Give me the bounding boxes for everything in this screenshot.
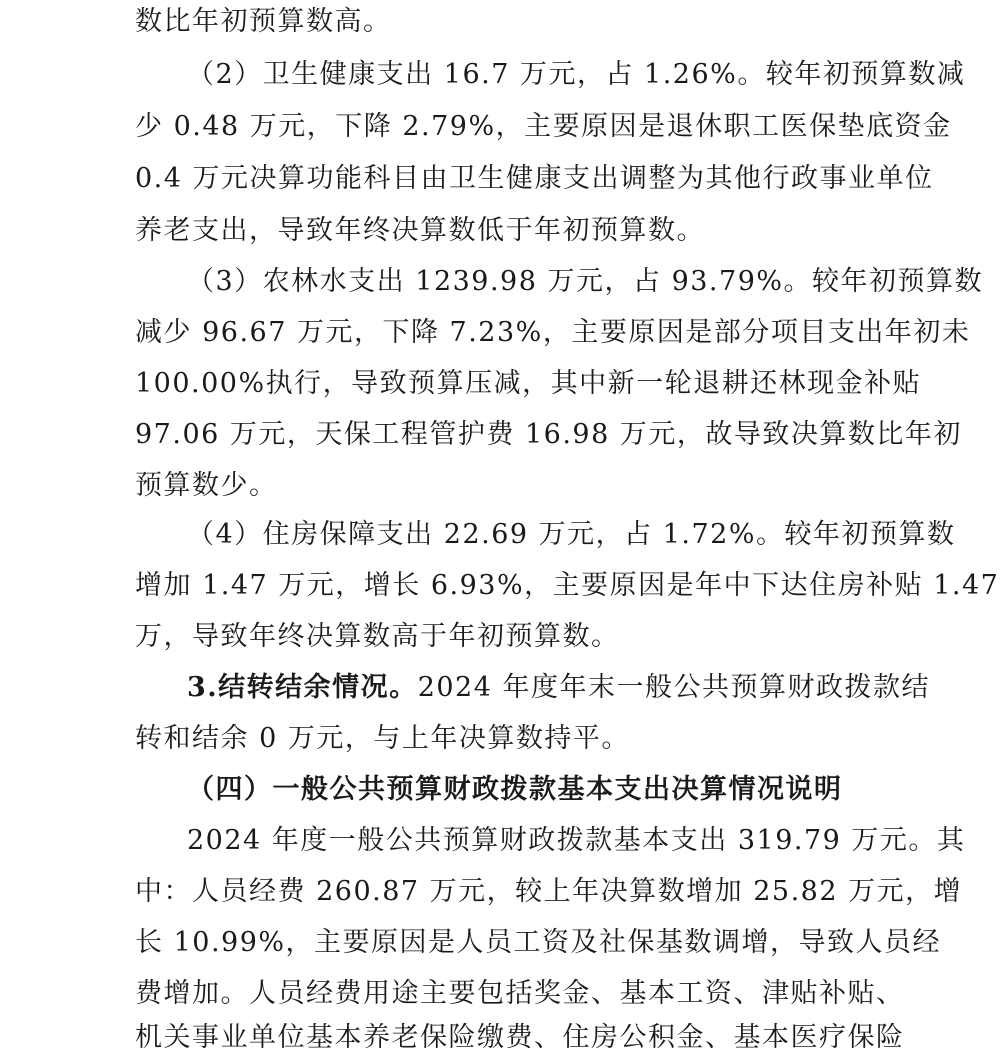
paragraph-agriculture-line-1: （3）农林水支出 1239.98 万元，占 93.79%。较年初预算数 [187, 266, 984, 297]
text-line: 97.06 万元，天保工程管护费 16.98 万元，故导致决算数比年初 [135, 419, 962, 450]
text-line: 少 0.48 万元，下降 2.79%，主要原因是退休职工医保垫底资金 [135, 111, 952, 142]
paragraph-housing-line-1: （4）住房保障支出 22.69 万元，占 1.72%。较年初预算数 [187, 519, 956, 550]
paragraph-basic-expenditure-line-1: 2024 年度一般公共预算财政拨款基本支出 319.79 万元。其 [187, 825, 966, 856]
text-line: 养老支出，导致年终决算数低于年初预算数。 [135, 215, 705, 246]
text-line: 转和结余 0 万元，与上年决算数持平。 [135, 723, 630, 754]
text-line: 数比年初预算数高。 [135, 6, 392, 37]
text-line: 长 10.99%，主要原因是人员工资及社保基数调增，导致人员经 [135, 927, 942, 958]
text-line: 机关事业单位基本养老保险缴费、住房公积金、基本医疗保险 [135, 1022, 905, 1053]
carryover-text: 2024 年度年末一般公共预算财政拨款结 [417, 672, 930, 703]
paragraph-health-line-1: （2）卫生健康支出 16.7 万元，占 1.26%。较年初预算数减 [187, 59, 966, 90]
text-line: 0.4 万元决算功能科目由卫生健康支出调整为其他行政事业单位 [135, 163, 934, 194]
section-heading-carryover: 3.结转结余情况。 [187, 672, 418, 703]
text-line: 增加 1.47 万元，增长 6.93%，主要原因是年中下达住房补贴 1.47 [135, 570, 1000, 601]
section-heading-basic-expenditure: （四）一般公共预算财政拨款基本支出决算情况说明 [187, 774, 843, 805]
text-line: 减少 96.67 万元，下降 7.23%，主要原因是部分项目支出年初未 [135, 317, 971, 348]
text-line: 预算数少。 [135, 470, 278, 501]
text-line: 中：人员经费 260.87 万元，较上年决算数增加 25.82 万元，增 [135, 876, 963, 907]
paragraph-carryover-line-1 [187, 668, 930, 708]
text-line: 费增加。人员经费用途主要包括奖金、基本工资、津贴补贴、 [135, 978, 905, 1009]
text-line: 100.00%执行，导致预算压减，其中新一轮退耕还林现金补贴 [135, 368, 922, 399]
text-line: 万，导致年终决算数高于年初预算数。 [135, 621, 620, 652]
